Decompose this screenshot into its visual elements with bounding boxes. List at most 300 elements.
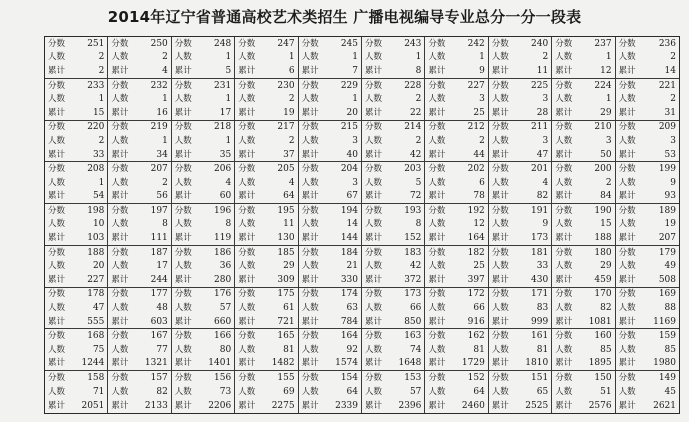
score-line xyxy=(302,164,358,174)
score-label: 分数 xyxy=(301,331,319,342)
count-label: 人数 xyxy=(111,52,129,63)
score-value: 247 xyxy=(277,38,295,49)
count-value: 48 xyxy=(156,303,168,314)
count-line xyxy=(48,345,104,355)
cumulative-value: 397 xyxy=(467,274,485,285)
count-label: 人数 xyxy=(48,219,66,230)
count-label: 人数 xyxy=(301,303,319,314)
cumulative-line xyxy=(619,66,676,76)
score-cell xyxy=(108,121,171,163)
score-value: 200 xyxy=(594,164,612,175)
count-value: 1 xyxy=(162,135,168,146)
score-cell xyxy=(235,204,298,246)
score-cell xyxy=(552,204,615,246)
cumulative-value: 84 xyxy=(600,191,612,202)
count-label: 人数 xyxy=(111,94,129,105)
cumulative-value: 2275 xyxy=(271,401,295,412)
count-line xyxy=(365,52,421,62)
cumulative-value: 721 xyxy=(277,316,295,327)
cumulative-label: 累计 xyxy=(555,191,573,202)
score-label: 分数 xyxy=(618,247,636,258)
score-value: 195 xyxy=(277,205,295,216)
cumulative-label: 累计 xyxy=(111,358,129,369)
count-label: 人数 xyxy=(365,135,383,146)
score-line xyxy=(238,331,294,341)
score-line xyxy=(302,289,358,299)
cumulative-line xyxy=(492,233,548,243)
count-value: 63 xyxy=(346,303,358,314)
score-label: 分数 xyxy=(365,205,383,216)
count-line xyxy=(238,219,294,229)
cumulative-value: 2460 xyxy=(461,401,485,412)
count-label: 人数 xyxy=(618,219,636,230)
cumulative-line xyxy=(555,233,611,243)
count-value: 8 xyxy=(415,219,422,230)
score-value: 221 xyxy=(658,80,676,91)
cumulative-line xyxy=(428,66,484,76)
cumulative-line xyxy=(111,191,167,201)
cumulative-line xyxy=(428,317,484,327)
score-cell xyxy=(552,121,615,163)
score-line xyxy=(48,206,104,216)
score-cell xyxy=(425,371,488,413)
count-label: 人数 xyxy=(555,52,573,63)
cumulative-line xyxy=(302,275,358,285)
count-value: 2 xyxy=(288,94,295,105)
score-value: 152 xyxy=(467,373,485,384)
count-label: 人数 xyxy=(111,303,129,314)
count-label: 人数 xyxy=(301,94,319,105)
cumulative-value: 7 xyxy=(352,65,358,76)
count-value: 2 xyxy=(162,52,168,63)
cumulative-label: 累计 xyxy=(238,191,256,202)
score-cell xyxy=(616,246,679,288)
score-cell xyxy=(425,329,488,371)
score-line xyxy=(111,122,167,132)
score-line xyxy=(302,373,358,383)
score-line xyxy=(238,248,294,258)
cumulative-label: 累计 xyxy=(48,233,66,244)
count-line xyxy=(111,345,167,355)
cumulative-label: 累计 xyxy=(238,107,256,118)
score-line xyxy=(555,39,611,49)
cumulative-line xyxy=(619,233,676,243)
cumulative-label: 累计 xyxy=(555,316,573,327)
score-value: 149 xyxy=(658,373,676,384)
count-line xyxy=(428,219,484,229)
cumulative-label: 累计 xyxy=(48,107,66,118)
cumulative-line xyxy=(555,191,611,201)
score-value: 210 xyxy=(594,122,612,133)
score-value: 180 xyxy=(594,247,612,258)
score-label: 分数 xyxy=(301,80,319,91)
score-line xyxy=(111,164,167,174)
cumulative-label: 累计 xyxy=(618,65,636,76)
cumulative-value: 40 xyxy=(346,149,358,160)
count-line xyxy=(555,345,611,355)
cumulative-label: 累计 xyxy=(174,316,192,327)
count-line xyxy=(175,219,231,229)
cumulative-value: 152 xyxy=(404,233,422,244)
count-line xyxy=(238,345,294,355)
count-value: 64 xyxy=(473,387,485,398)
count-line xyxy=(238,178,294,188)
score-line xyxy=(619,289,676,299)
count-label: 人数 xyxy=(174,344,192,355)
cumulative-label: 累计 xyxy=(238,65,256,76)
count-value: 66 xyxy=(409,303,422,314)
score-line xyxy=(619,164,676,174)
score-cell xyxy=(172,204,235,246)
count-value: 49 xyxy=(664,261,676,272)
score-cell xyxy=(362,37,425,79)
cumulative-line xyxy=(48,150,104,160)
cumulative-value: 1895 xyxy=(588,358,612,369)
count-label: 人数 xyxy=(111,344,129,355)
score-line xyxy=(238,206,294,216)
cumulative-value: 999 xyxy=(531,316,549,327)
cumulative-value: 244 xyxy=(150,274,168,285)
score-line xyxy=(365,331,421,341)
score-label: 分数 xyxy=(555,205,573,216)
count-line xyxy=(48,52,104,62)
score-line xyxy=(111,373,167,383)
cumulative-label: 累计 xyxy=(618,274,636,285)
score-label: 分数 xyxy=(555,289,573,300)
score-cell xyxy=(45,121,108,163)
score-label: 分数 xyxy=(301,122,319,133)
cumulative-line xyxy=(48,358,104,368)
count-line xyxy=(619,178,676,188)
cumulative-label: 累计 xyxy=(365,233,383,244)
score-cell xyxy=(616,288,679,330)
score-label: 分数 xyxy=(555,164,573,175)
score-value: 168 xyxy=(87,331,105,342)
cumulative-label: 累计 xyxy=(301,401,319,412)
score-label: 分数 xyxy=(238,205,256,216)
count-label: 人数 xyxy=(301,135,319,146)
score-line xyxy=(428,289,484,299)
score-line xyxy=(48,248,104,258)
cumulative-value: 916 xyxy=(467,316,485,327)
count-value: 1 xyxy=(415,52,422,63)
score-label: 分数 xyxy=(238,38,256,49)
score-cell xyxy=(108,371,171,413)
score-value: 171 xyxy=(531,289,549,300)
score-label: 分数 xyxy=(48,205,66,216)
count-value: 3 xyxy=(352,177,358,188)
count-line xyxy=(302,387,358,397)
score-label: 分数 xyxy=(428,38,446,49)
count-line xyxy=(48,219,104,229)
score-value: 231 xyxy=(214,80,232,91)
count-line xyxy=(428,303,484,313)
count-line xyxy=(111,178,167,188)
score-line xyxy=(492,122,548,132)
cumulative-line xyxy=(428,150,484,160)
cumulative-value: 12 xyxy=(600,65,612,76)
score-line xyxy=(365,373,421,383)
cumulative-label: 累计 xyxy=(618,358,636,369)
score-label: 分数 xyxy=(111,373,129,384)
cumulative-line xyxy=(428,275,484,285)
count-line xyxy=(555,178,611,188)
count-line xyxy=(48,94,104,104)
count-value: 3 xyxy=(542,94,549,105)
score-value: 251 xyxy=(87,38,105,49)
score-cell xyxy=(108,162,171,204)
cumulative-value: 54 xyxy=(92,191,105,202)
score-value: 187 xyxy=(150,247,168,258)
cumulative-line xyxy=(302,358,358,368)
score-line xyxy=(492,248,548,258)
score-label: 分数 xyxy=(238,164,256,175)
score-label: 分数 xyxy=(365,122,383,133)
cumulative-line xyxy=(492,401,548,411)
cumulative-label: 累计 xyxy=(111,401,129,412)
score-value: 173 xyxy=(404,289,422,300)
cumulative-value: 660 xyxy=(214,316,232,327)
cumulative-value: 28 xyxy=(536,107,549,118)
count-line xyxy=(492,303,548,313)
count-line xyxy=(428,387,484,397)
count-label: 人数 xyxy=(174,52,192,63)
score-line xyxy=(492,373,548,383)
score-cell xyxy=(489,162,552,204)
score-label: 分数 xyxy=(111,122,129,133)
count-line xyxy=(238,303,294,313)
score-cell xyxy=(425,204,488,246)
cumulative-line xyxy=(365,150,421,160)
count-label: 人数 xyxy=(48,135,66,146)
count-value: 65 xyxy=(536,387,549,398)
cumulative-value: 280 xyxy=(214,274,232,285)
count-value: 21 xyxy=(346,261,358,272)
count-line xyxy=(619,94,676,104)
cumulative-label: 累计 xyxy=(238,358,256,369)
score-cell xyxy=(362,204,425,246)
score-label: 分数 xyxy=(174,38,192,49)
score-line xyxy=(492,39,548,49)
cumulative-line xyxy=(302,191,358,201)
cumulative-line xyxy=(175,66,231,76)
cumulative-value: 188 xyxy=(594,233,612,244)
cumulative-label: 累计 xyxy=(238,316,256,327)
score-line xyxy=(428,206,484,216)
count-line xyxy=(555,94,611,104)
cumulative-line xyxy=(619,317,676,327)
cumulative-value: 164 xyxy=(467,233,485,244)
count-line xyxy=(111,219,167,229)
score-line xyxy=(619,122,676,132)
score-value: 167 xyxy=(150,331,168,342)
score-line xyxy=(238,39,294,49)
count-value: 4 xyxy=(288,177,295,188)
cumulative-label: 累计 xyxy=(491,316,509,327)
count-label: 人数 xyxy=(618,135,636,146)
count-label: 人数 xyxy=(238,387,256,398)
count-label: 人数 xyxy=(111,135,129,146)
cumulative-value: 850 xyxy=(404,316,422,327)
score-cell xyxy=(489,371,552,413)
cumulative-line xyxy=(555,150,611,160)
score-table xyxy=(44,36,680,414)
count-label: 人数 xyxy=(428,387,446,398)
count-label: 人数 xyxy=(428,344,446,355)
count-value: 1 xyxy=(98,177,105,188)
score-value: 170 xyxy=(594,289,612,300)
count-line xyxy=(492,219,548,229)
score-label: 分数 xyxy=(618,164,636,175)
cumulative-value: 173 xyxy=(531,233,549,244)
cumulative-label: 累计 xyxy=(301,65,319,76)
cumulative-label: 累计 xyxy=(301,233,319,244)
score-cell xyxy=(489,288,552,330)
score-label: 分数 xyxy=(301,373,319,384)
count-line xyxy=(48,136,104,146)
score-cell xyxy=(235,329,298,371)
score-label: 分数 xyxy=(111,331,129,342)
cumulative-value: 78 xyxy=(473,191,485,202)
score-label: 分数 xyxy=(301,164,319,175)
score-label: 分数 xyxy=(174,205,192,216)
cumulative-label: 累计 xyxy=(111,233,129,244)
cumulative-line xyxy=(48,108,104,118)
cumulative-value: 44 xyxy=(473,149,485,160)
cumulative-value: 93 xyxy=(664,191,676,202)
cumulative-label: 累计 xyxy=(365,274,383,285)
score-value: 188 xyxy=(87,247,105,258)
cumulative-label: 累计 xyxy=(301,149,319,160)
cumulative-value: 22 xyxy=(409,107,422,118)
cumulative-label: 累计 xyxy=(555,107,573,118)
score-value: 230 xyxy=(277,80,295,91)
score-value: 172 xyxy=(467,289,485,300)
score-label: 分数 xyxy=(301,247,319,258)
count-label: 人数 xyxy=(365,52,383,63)
cumulative-label: 累计 xyxy=(555,65,573,76)
cumulative-label: 累计 xyxy=(618,316,636,327)
score-label: 分数 xyxy=(111,80,129,91)
count-value: 85 xyxy=(600,344,612,355)
score-line xyxy=(302,81,358,91)
count-line xyxy=(428,178,484,188)
cumulative-label: 累计 xyxy=(301,316,319,327)
score-line xyxy=(111,81,167,91)
count-line xyxy=(48,387,104,397)
score-value: 199 xyxy=(658,164,676,175)
count-label: 人数 xyxy=(365,303,383,314)
count-label: 人数 xyxy=(491,261,509,272)
score-cell xyxy=(489,246,552,288)
count-line xyxy=(302,261,358,271)
count-label: 人数 xyxy=(618,303,636,314)
cumulative-line xyxy=(555,108,611,118)
score-label: 分数 xyxy=(365,373,383,384)
score-cell xyxy=(425,162,488,204)
cumulative-line xyxy=(175,191,231,201)
score-cell xyxy=(172,371,235,413)
score-label: 分数 xyxy=(238,80,256,91)
score-value: 156 xyxy=(214,373,232,384)
count-value: 2 xyxy=(479,135,485,146)
score-label: 分数 xyxy=(618,205,636,216)
score-label: 分数 xyxy=(428,247,446,258)
count-label: 人数 xyxy=(491,135,509,146)
count-line xyxy=(111,94,167,104)
count-line xyxy=(619,387,676,397)
count-line xyxy=(238,387,294,397)
score-label: 分数 xyxy=(491,247,509,258)
count-line xyxy=(619,136,676,146)
score-cell xyxy=(552,162,615,204)
score-value: 185 xyxy=(277,247,295,258)
cumulative-value: 130 xyxy=(277,233,295,244)
score-label: 分数 xyxy=(365,164,383,175)
score-line xyxy=(302,206,358,216)
score-line xyxy=(365,164,421,174)
score-line xyxy=(555,206,611,216)
score-cell xyxy=(108,288,171,330)
cumulative-value: 2133 xyxy=(144,401,168,412)
cumulative-label: 累计 xyxy=(428,401,446,412)
score-value: 206 xyxy=(214,164,232,175)
cumulative-value: 603 xyxy=(150,316,168,327)
score-value: 179 xyxy=(658,247,676,258)
score-value: 155 xyxy=(277,373,295,384)
score-label: 分数 xyxy=(618,122,636,133)
cumulative-line xyxy=(238,358,294,368)
score-label: 分数 xyxy=(428,164,446,175)
score-label: 分数 xyxy=(428,331,446,342)
cumulative-label: 累计 xyxy=(174,274,192,285)
count-value: 1 xyxy=(288,52,295,63)
score-value: 242 xyxy=(467,38,485,49)
score-label: 分数 xyxy=(365,38,383,49)
count-value: 4 xyxy=(225,177,232,188)
score-label: 分数 xyxy=(111,289,129,300)
score-cell xyxy=(362,288,425,330)
count-value: 1 xyxy=(479,52,485,63)
count-line xyxy=(302,136,358,146)
cumulative-value: 430 xyxy=(531,274,549,285)
score-label: 分数 xyxy=(428,122,446,133)
count-label: 人数 xyxy=(301,52,319,63)
score-line xyxy=(111,248,167,258)
score-value: 162 xyxy=(467,331,485,342)
count-label: 人数 xyxy=(301,261,319,272)
cumulative-value: 2621 xyxy=(653,401,676,412)
cumulative-line xyxy=(365,233,421,243)
cumulative-label: 累计 xyxy=(174,401,192,412)
count-label: 人数 xyxy=(491,303,509,314)
count-label: 人数 xyxy=(48,387,66,398)
score-value: 159 xyxy=(658,331,676,342)
score-cell xyxy=(489,329,552,371)
score-label: 分数 xyxy=(491,80,509,91)
cumulative-value: 82 xyxy=(536,191,549,202)
score-label: 分数 xyxy=(365,247,383,258)
cumulative-label: 累计 xyxy=(491,107,509,118)
cumulative-line xyxy=(238,66,294,76)
count-label: 人数 xyxy=(618,344,636,355)
count-label: 人数 xyxy=(238,344,256,355)
score-line xyxy=(238,289,294,299)
score-line xyxy=(111,206,167,216)
cumulative-label: 累计 xyxy=(111,191,129,202)
score-cell xyxy=(616,37,679,79)
cumulative-value: 9 xyxy=(479,65,485,76)
